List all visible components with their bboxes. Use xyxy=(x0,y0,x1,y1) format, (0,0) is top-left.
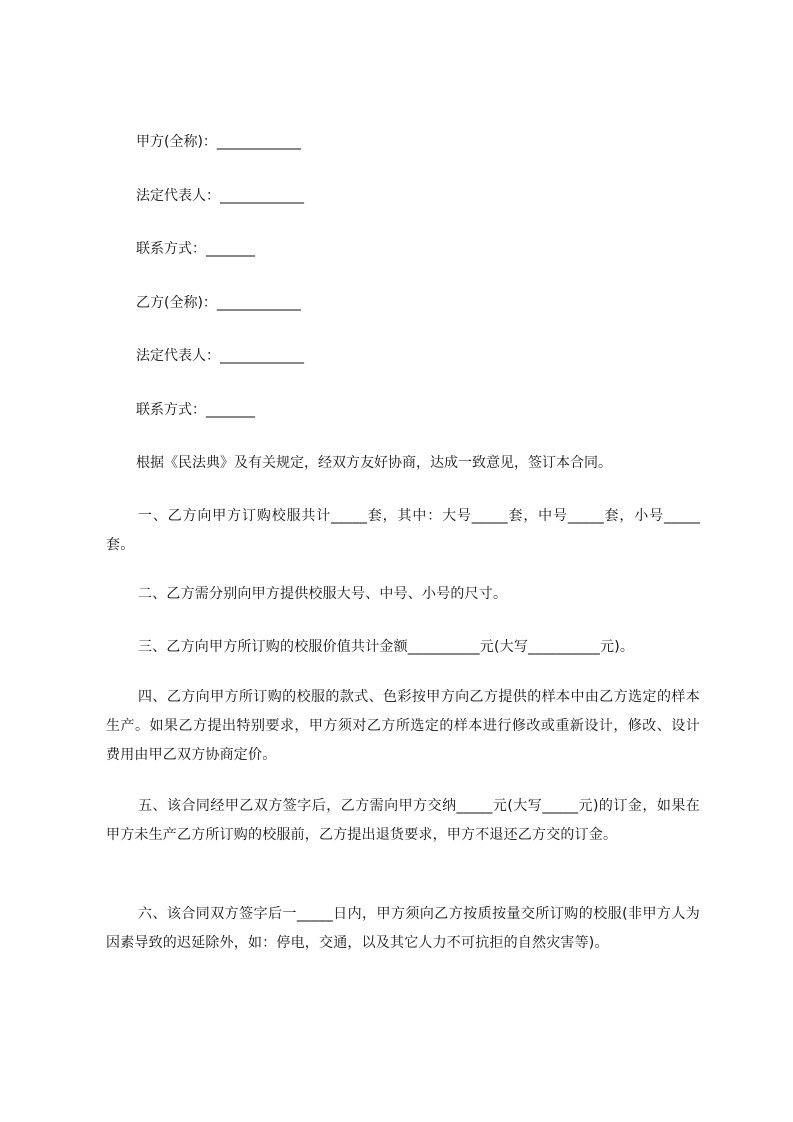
party-a-contact: 联系方式：_______ xyxy=(136,241,255,257)
clause-4: 四、乙方向甲方所订购的校服的款式、色彩按甲方向乙方提供的样本中由乙方选定的样本生产。如果乙方提出特别要求，甲方须对乙方所选定的样本进行修改或重新设计，修改、设计费用由甲乙双方协商定价。 xyxy=(106,689,700,763)
clause-6: 六、该合同双方签字后一_____日内，甲方须向乙方按质按量交所订购的校服(非甲方人为因素导致的迟延除外，如：停电，交通，以及其它人力不可抗拒的自然灾害等)。 xyxy=(106,906,700,951)
party-b-contact: 联系方式：_______ xyxy=(136,402,255,418)
party-a-name: 甲方(全称)：____________ xyxy=(136,134,301,150)
clause-2: 二、乙方需分别向甲方提供校服大号、中号、小号的尺寸。 xyxy=(138,586,508,602)
party-b-representative: 法定代表人：____________ xyxy=(136,348,304,364)
preamble: 根据《民法典》及有关规定，经双方友好协商，达成一致意见，签订本合同。 xyxy=(136,455,612,471)
party-a-representative: 法定代表人：____________ xyxy=(136,188,304,204)
clause-3: 三、乙方向甲方所订购的校服价值共计金额__________元(大写__________元)。 xyxy=(138,639,635,655)
clause-5: 五、该合同经甲乙双方签字后，乙方需向甲方交纳_____元(大写_____元)的订金，如果在甲方未生产乙方所订购的校服前，乙方提出退货要求，甲方不退还乙方交的订金。 xyxy=(106,798,700,843)
party-b-name: 乙方(全称)：____________ xyxy=(136,295,301,311)
clause-1: 一、乙方向甲方订购校服共计_____套，其中：大号_____套，中号_____套，小号_____套。 xyxy=(106,508,700,553)
